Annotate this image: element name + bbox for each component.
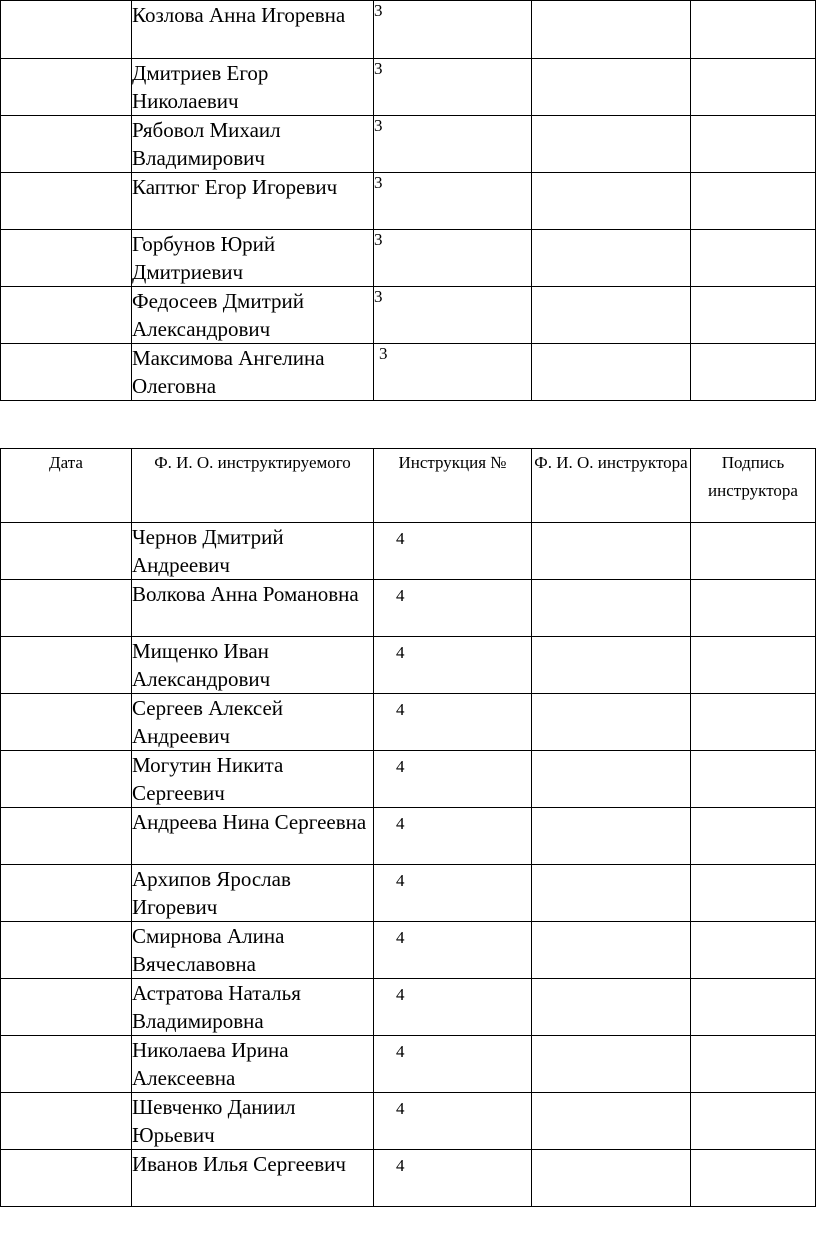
table-row <box>1 59 816 116</box>
table-row <box>1 230 816 287</box>
trainee-name-cell: Рябовол Михаил Владимирович <box>132 116 374 173</box>
instructor-name-cell <box>532 1 691 59</box>
date-cell <box>1 979 132 1036</box>
instruction-number-cell: 4 <box>374 1150 532 1207</box>
signature-cell <box>691 1 816 59</box>
trainee-name-cell: Архипов Ярослав Игоревич <box>132 865 374 922</box>
signature-cell <box>691 287 816 344</box>
instruction-number-cell: 3 <box>374 173 532 230</box>
table-row <box>1 523 816 580</box>
instructor-name-cell <box>532 865 691 922</box>
signature-cell <box>691 1036 816 1093</box>
date-cell <box>1 808 132 865</box>
instructor-name-cell <box>532 580 691 637</box>
trainee-name-cell: Козлова Анна Игоревна <box>132 1 374 59</box>
instruction-number-cell: 4 <box>374 694 532 751</box>
instructor-name-cell <box>532 1150 691 1207</box>
trainee-name-cell: Максимова Ангелина Олеговна <box>132 344 374 401</box>
trainee-name-cell: Смирнова Алина Вячеславовна <box>132 922 374 979</box>
trainee-name-cell: Сергеев Алексей Андреевич <box>132 694 374 751</box>
table-row <box>1 637 816 694</box>
trainee-name-cell: Федосеев Дмитрий Александрович <box>132 287 374 344</box>
signature-cell <box>691 694 816 751</box>
trainee-name-cell: Андреева Нина Сергеевна <box>132 808 374 865</box>
instructor-name-cell <box>532 116 691 173</box>
table-row <box>1 694 816 751</box>
instructor-name-cell <box>532 979 691 1036</box>
table-row <box>1 979 816 1036</box>
signature-cell <box>691 116 816 173</box>
date-cell <box>1 1150 132 1207</box>
table-row <box>1 1093 816 1150</box>
trainee-name-cell: Иванов Илья Сергеевич <box>132 1150 374 1207</box>
date-cell <box>1 1093 132 1150</box>
instruction-number-cell: 4 <box>374 523 532 580</box>
table-row <box>1 751 816 808</box>
instruction-number-cell: 4 <box>374 751 532 808</box>
instructor-name-cell <box>532 694 691 751</box>
bottom-journal-table <box>0 448 816 1207</box>
table-row <box>1 287 816 344</box>
date-cell <box>1 1 132 59</box>
instructor-name-cell <box>532 523 691 580</box>
signature-cell <box>691 979 816 1036</box>
header-row <box>1 449 816 523</box>
header-signature: Подпись инструктора <box>691 449 816 523</box>
signature-cell <box>691 230 816 287</box>
table-row <box>1 808 816 865</box>
header-instructor: Ф. И. О. инструктора <box>532 449 691 523</box>
date-cell <box>1 865 132 922</box>
date-cell <box>1 751 132 808</box>
date-cell <box>1 59 132 116</box>
trainee-name-cell: Чернов Дмитрий Андреевич <box>132 523 374 580</box>
trainee-name-cell: Дмитриев Егор Николаевич <box>132 59 374 116</box>
instructor-name-cell <box>532 637 691 694</box>
instruction-number-cell: 4 <box>374 865 532 922</box>
trainee-name-cell: Мищенко Иван Александрович <box>132 637 374 694</box>
instruction-number-cell: 4 <box>374 1093 532 1150</box>
instructor-name-cell <box>532 922 691 979</box>
trainee-name-cell: Шевченко Даниил Юрьевич <box>132 1093 374 1150</box>
date-cell <box>1 637 132 694</box>
top-journal-body <box>1 1 816 401</box>
instruction-number-cell: 3 <box>374 59 532 116</box>
date-cell <box>1 1036 132 1093</box>
table-row <box>1 1 816 59</box>
header-instruction: Инструкция № <box>374 449 532 523</box>
date-cell <box>1 287 132 344</box>
instruction-number-cell: 4 <box>374 979 532 1036</box>
header-trainee: Ф. И. О. инструктируемого <box>132 449 374 523</box>
table-row <box>1 865 816 922</box>
trainee-name-cell: Астратова Наталья Владимировна <box>132 979 374 1036</box>
signature-cell <box>691 580 816 637</box>
table-row <box>1 116 816 173</box>
instructor-name-cell <box>532 287 691 344</box>
table-row <box>1 173 816 230</box>
signature-cell <box>691 173 816 230</box>
instruction-number-cell: 4 <box>374 580 532 637</box>
instruction-number-cell: 3 <box>374 287 532 344</box>
instructor-name-cell <box>532 808 691 865</box>
instructor-name-cell <box>532 1093 691 1150</box>
instructor-name-cell <box>532 59 691 116</box>
signature-cell <box>691 1093 816 1150</box>
date-cell <box>1 523 132 580</box>
table-row <box>1 922 816 979</box>
trainee-name-cell: Горбунов Юрий Дмитриевич <box>132 230 374 287</box>
trainee-name-cell: Николаева Ирина Алексеевна <box>132 1036 374 1093</box>
signature-cell <box>691 59 816 116</box>
instructor-name-cell <box>532 344 691 401</box>
instructor-name-cell <box>532 230 691 287</box>
signature-cell <box>691 1150 816 1207</box>
top-journal-table <box>0 0 816 401</box>
instructor-name-cell <box>532 1036 691 1093</box>
table-row <box>1 580 816 637</box>
trainee-name-cell: Волкова Анна Романовна <box>132 580 374 637</box>
signature-cell <box>691 808 816 865</box>
signature-cell <box>691 922 816 979</box>
date-cell <box>1 173 132 230</box>
trainee-name-cell: Каптюг Егор Игоревич <box>132 173 374 230</box>
table-row <box>1 1036 816 1093</box>
table-row <box>1 344 816 401</box>
instruction-number-cell: 3 <box>374 230 532 287</box>
instructor-name-cell <box>532 173 691 230</box>
instruction-number-cell: 4 <box>374 1036 532 1093</box>
signature-cell <box>691 637 816 694</box>
date-cell <box>1 344 132 401</box>
instructor-name-cell <box>532 751 691 808</box>
trainee-name-cell: Могутин Никита Сергеевич <box>132 751 374 808</box>
instruction-number-cell: 4 <box>374 808 532 865</box>
header-date: Дата <box>1 449 132 523</box>
instruction-number-cell: 3 <box>374 1 532 59</box>
date-cell <box>1 580 132 637</box>
instruction-number-cell: 3 <box>374 344 532 401</box>
signature-cell <box>691 751 816 808</box>
date-cell <box>1 922 132 979</box>
date-cell <box>1 116 132 173</box>
date-cell <box>1 230 132 287</box>
instruction-number-cell: 4 <box>374 922 532 979</box>
instruction-number-cell: 3 <box>374 116 532 173</box>
table-row <box>1 1150 816 1207</box>
signature-cell <box>691 523 816 580</box>
date-cell <box>1 694 132 751</box>
bottom-journal-body <box>1 449 816 1207</box>
instruction-number-cell: 4 <box>374 637 532 694</box>
signature-cell <box>691 865 816 922</box>
signature-cell <box>691 344 816 401</box>
